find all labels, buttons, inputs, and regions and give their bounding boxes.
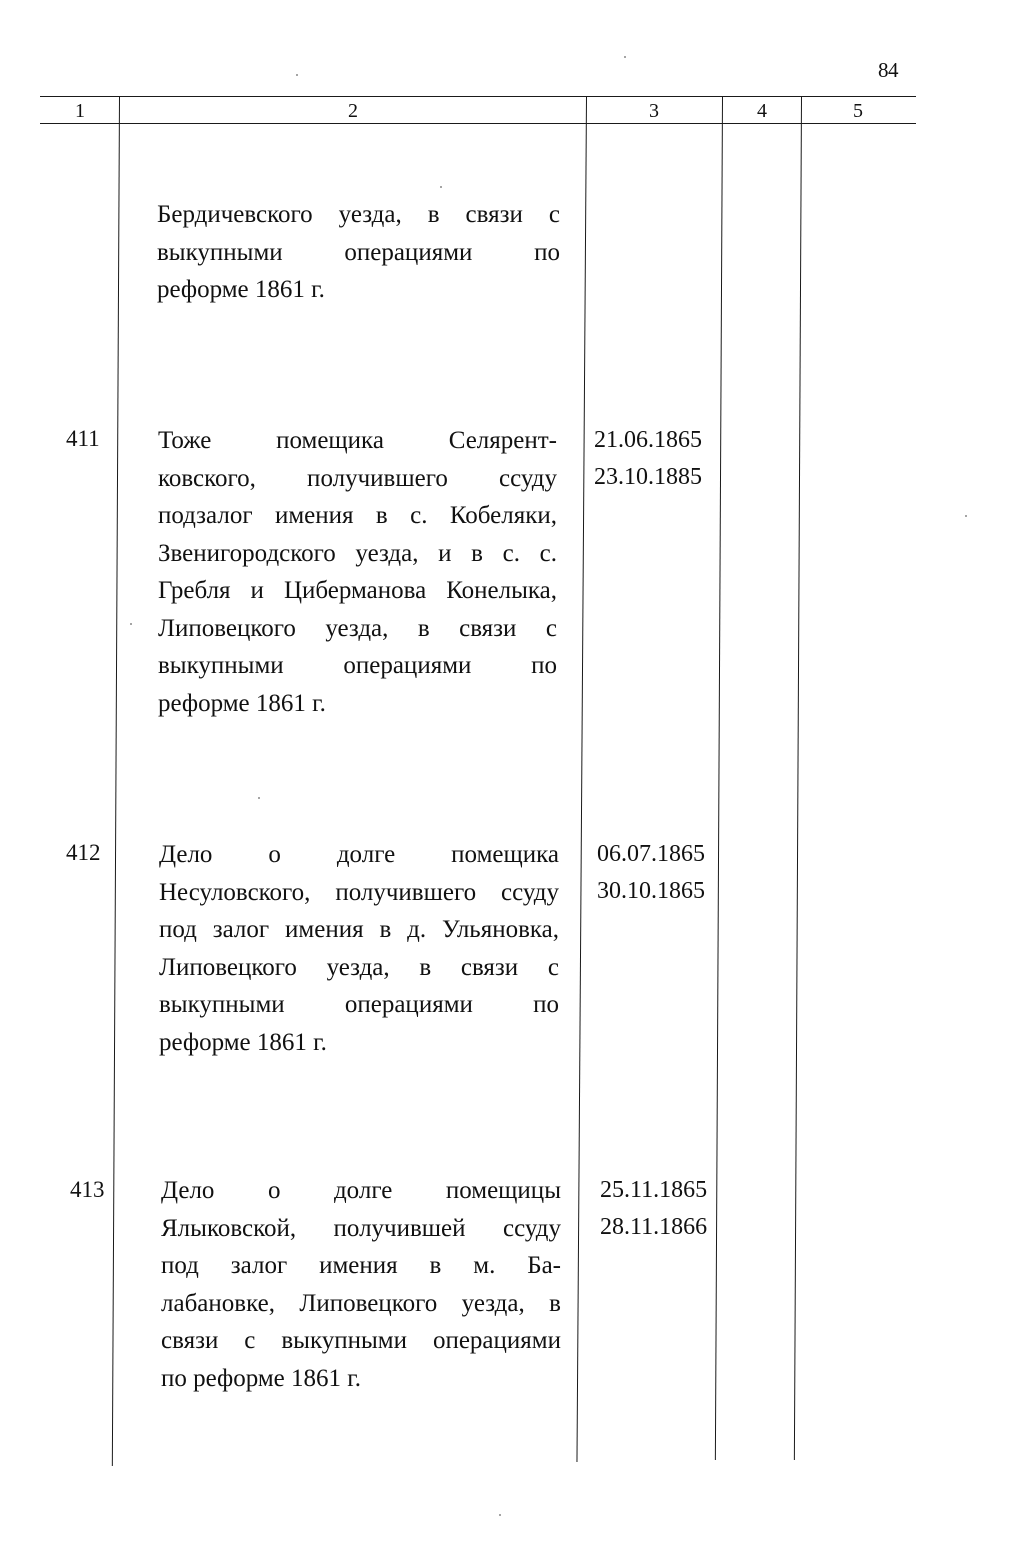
description-line: под залог имения в д. Ульяновка, [159,916,559,943]
page-number: 84 [878,58,898,82]
description-line: Липовецкого уезда, в связи с [159,953,559,981]
column-divider-2-3 [576,97,587,1462]
description-line: по реформе 1861 г. [161,1364,361,1392]
row-dates [600,1172,707,1246]
description-line: ковского, получившего ссуду [158,464,557,492]
row-number: 411 [66,426,100,451]
row-dates [594,422,702,496]
scan-speck [130,623,132,625]
description-line: выкупными операциями по [158,652,557,679]
description-line: реформе 1861 г. [158,689,326,717]
description-line: лабановке, Липовецкого уезда, в [161,1289,561,1317]
date-end: 28.11.1866 [600,1214,708,1240]
description-line: Дело о долге помещицы [161,1177,561,1204]
description-line: Тоже помещика Селярент- [158,427,557,454]
scan-speck [499,1514,501,1516]
description-line: Липовецкого уезда, в связи с [158,614,557,642]
row-description [158,422,557,722]
description-line: реформе 1861 г. [157,276,325,303]
scan-speck [296,74,298,76]
description-line: под залог имения в м. Ба- [161,1252,561,1279]
row-number: 413 [70,1177,105,1202]
description-line: Звенигородского уезда, и в с. с. [158,539,557,567]
row-description [161,1172,561,1397]
column-header-3: 3 [649,100,659,122]
description-line: реформе 1861 г. [159,1028,327,1056]
description-line: подзалог имения в с. Кобеляки, [158,502,557,529]
header-top-rule [40,96,916,97]
row-description [159,836,559,1061]
column-header-5: 5 [853,100,863,122]
description-line: выкупными операциями по [157,238,560,266]
description-line: Гребля и Циберманова Конелыка, [158,577,557,604]
column-header-2: 2 [348,100,358,122]
column-header-1: 1 [75,100,85,122]
scan-speck [440,186,442,188]
row-number: 412 [66,840,101,865]
date-end: 23.10.1885 [594,464,702,490]
header-bottom-rule [40,123,916,124]
column-divider-3-4 [715,97,723,1460]
column-header-4: 4 [757,100,767,122]
description-line: Дело о долге помещика [159,841,559,868]
column-divider-1-2 [112,97,120,1466]
date-start: 06.07.1865 [597,841,705,867]
scan-speck [624,56,626,58]
scan-speck [258,797,260,799]
description-line: Несуловского, получившего ссуду [159,878,559,906]
scan-speck [965,515,967,517]
description-line: связи с выкупными операциями [161,1327,561,1354]
row-description [157,196,560,309]
date-start: 21.06.1865 [594,427,702,453]
date-end: 30.10.1865 [597,878,705,904]
date-start: 25.11.1865 [600,1177,708,1203]
column-divider-4-5 [794,97,802,1460]
description-line: Ялыковской, получившей ссуду [161,1214,561,1242]
row-dates [597,836,705,910]
description-line: выкупными операциями по [159,991,559,1018]
description-line: Бердичевского уезда, в связи с [157,201,560,228]
